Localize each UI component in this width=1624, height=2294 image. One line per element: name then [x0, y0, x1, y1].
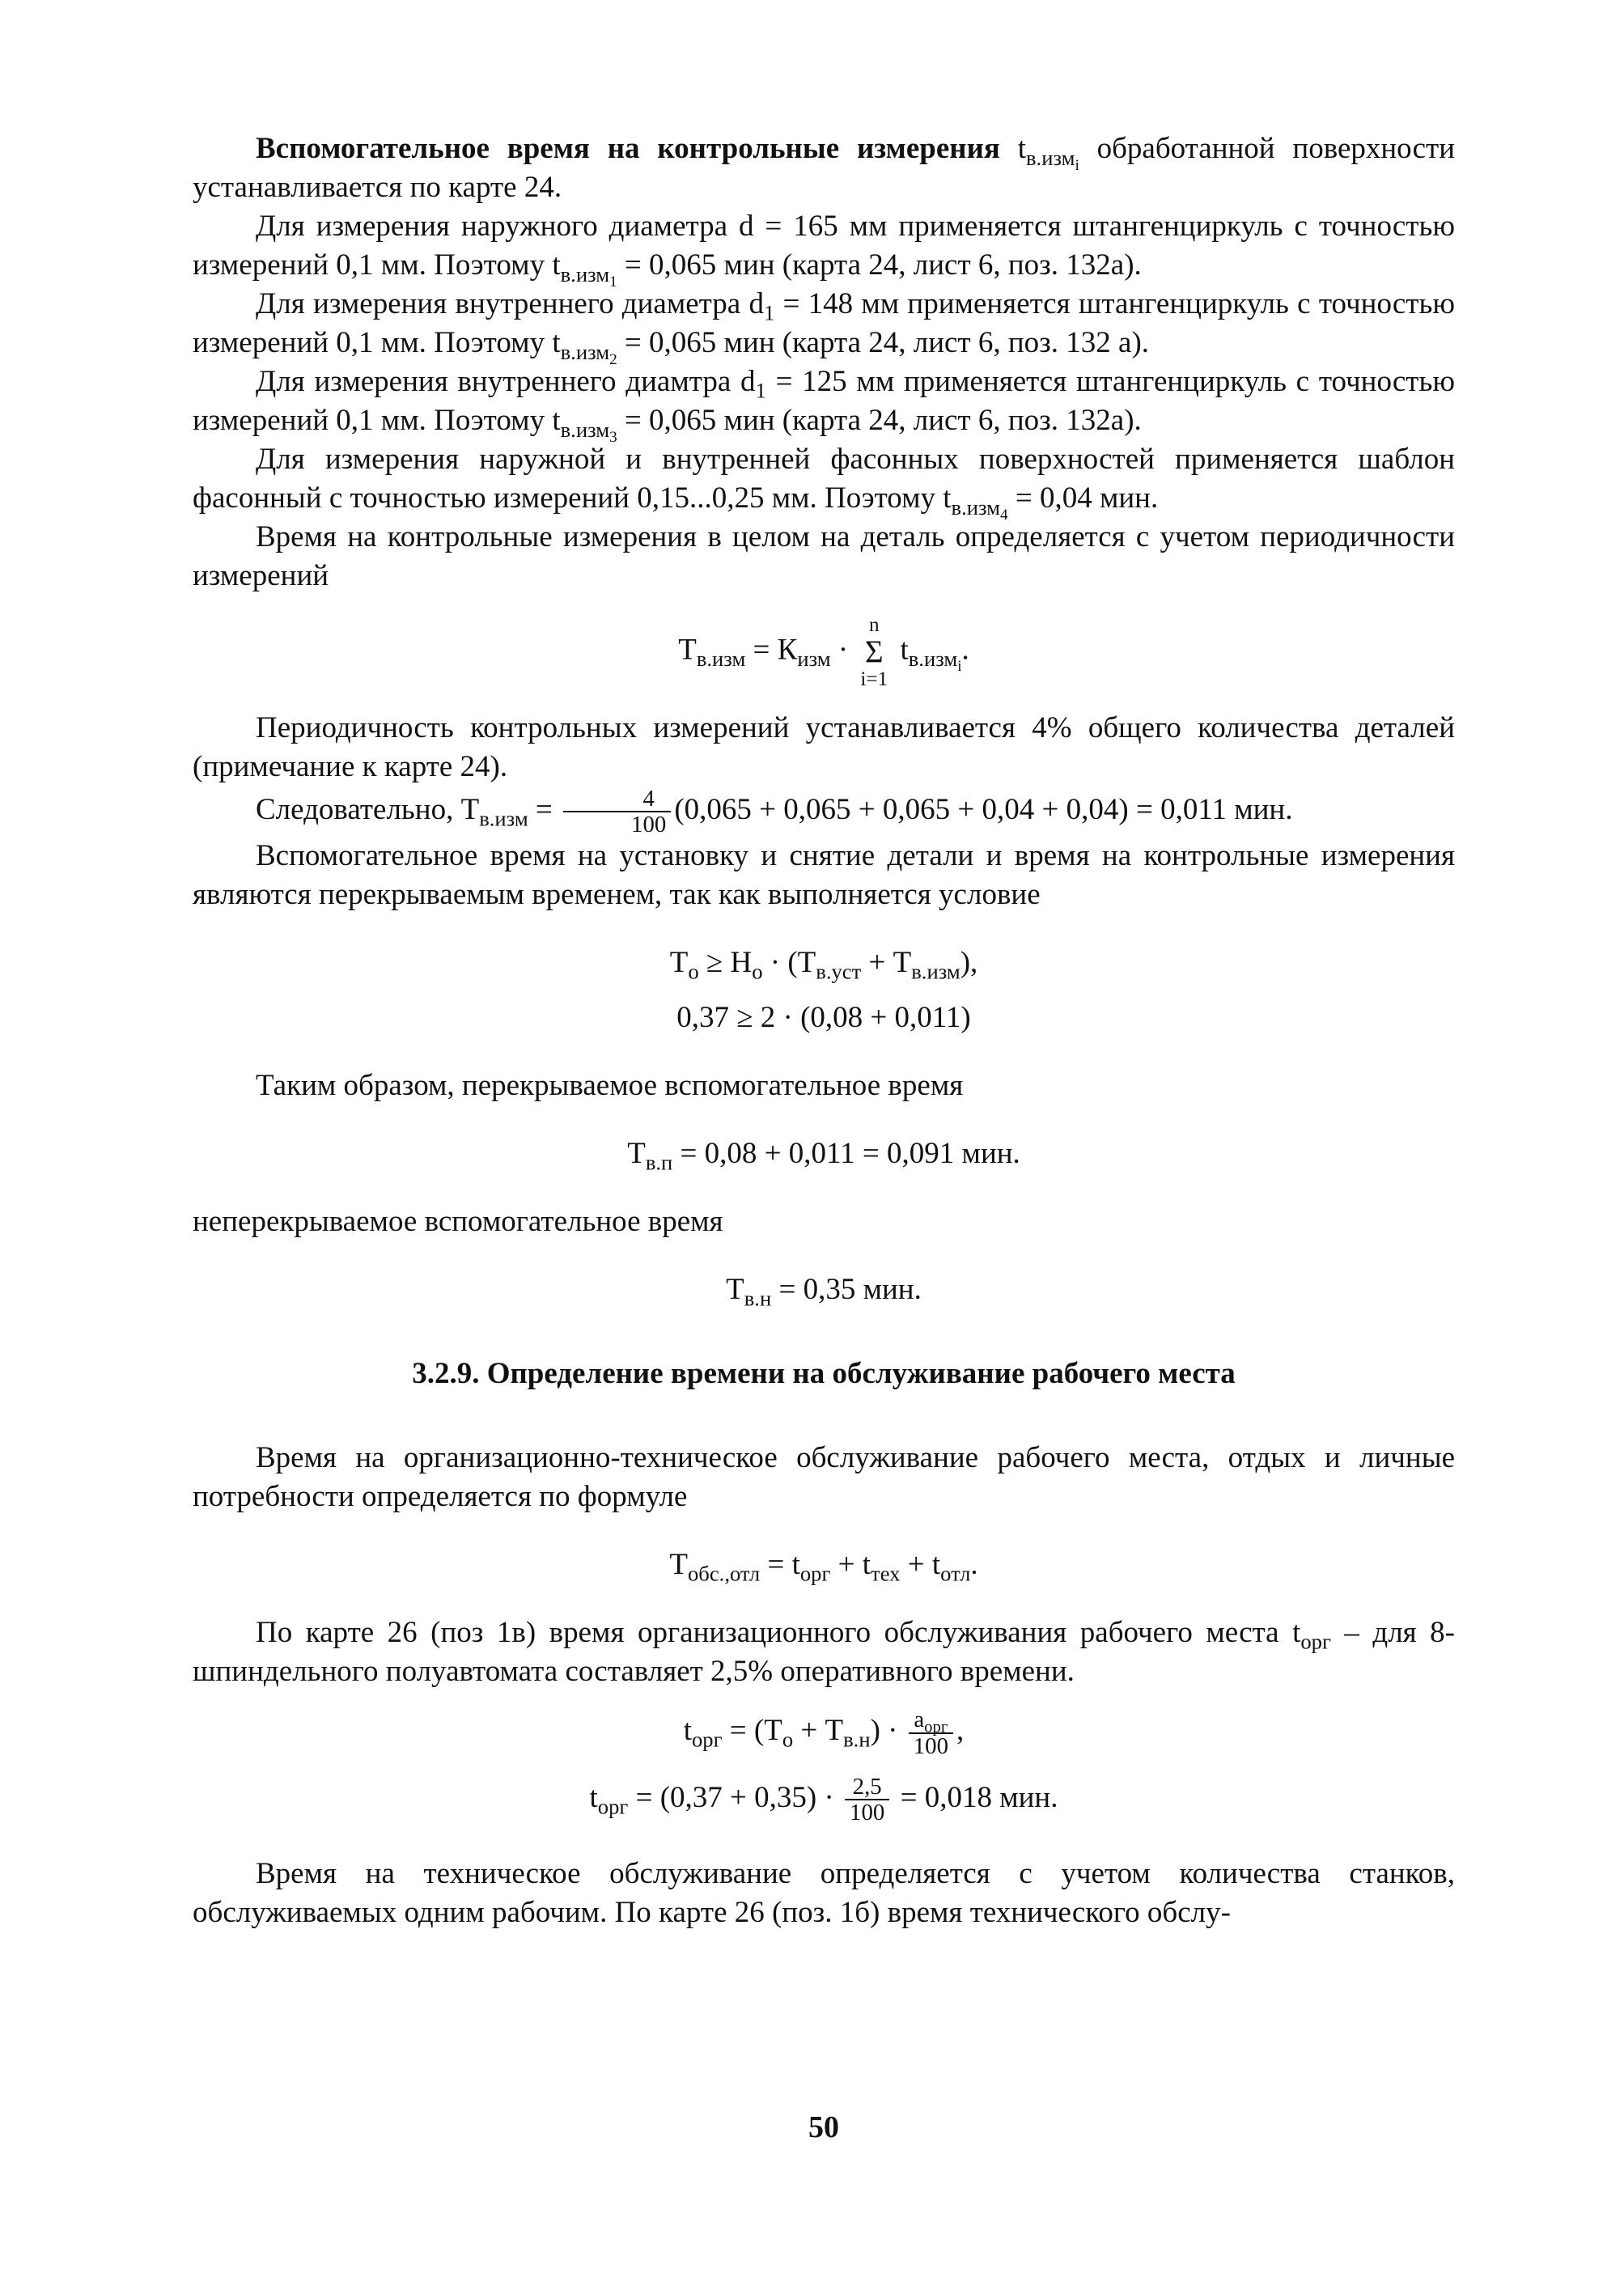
- fraction-denominator: 100: [850, 1800, 885, 1826]
- paragraph-text: = 148 мм применяется штангенциркуль с точностью измерений 0,1 мм. Поэтому: [193, 287, 1455, 359]
- paragraph-technical-service: Время на техническое обслуживание определяется с учетом количества станков, обслуживаемых одним рабочим. По карте 26 (поз. 1б) время технического обслу-: [193, 1856, 1455, 1929]
- subscript: в.изм: [560, 339, 610, 364]
- paragraph-text: Для измерения внутреннего диамтра: [256, 365, 741, 398]
- fraction-numerator: [909, 1707, 953, 1737]
- fraction-numerator: 2,5: [845, 1775, 889, 1800]
- fraction-denominator: 100: [913, 1732, 949, 1759]
- formula-symbol: T: [669, 1548, 688, 1582]
- formula-part: · (T: [762, 946, 816, 980]
- symbol-t: t: [552, 248, 561, 282]
- subscript: орг: [799, 1562, 831, 1586]
- formula-part: = 0,35 мин.: [771, 1273, 922, 1307]
- document-page: [193, 129, 1455, 2233]
- subscript: изм: [797, 646, 831, 671]
- paragraph-text: – для 8-шпиндельного полуавтомата составляет 2,5% оперативного времени.: [193, 1616, 1455, 1689]
- sigma-upper-limit: n: [869, 614, 880, 636]
- sigma-lower-limit: i=1: [860, 668, 888, 690]
- subscript: орг: [597, 1794, 629, 1819]
- subscript-index: 3: [609, 428, 617, 446]
- formula-part: + T: [793, 1714, 844, 1748]
- subscript: в.изм: [479, 806, 528, 831]
- paragraph-control-time: Время на контрольные измерения в целом на деталь определяется с учетом периодичности измерений: [193, 520, 1455, 592]
- symbol-t: t: [552, 404, 561, 437]
- symbol-t: t: [1017, 132, 1026, 165]
- symbol-d: d: [748, 287, 764, 320]
- symbol-t: t: [943, 481, 952, 515]
- formula-symbol: T: [726, 1273, 744, 1307]
- subscript: в.изм: [908, 646, 958, 671]
- formula-part: = К: [745, 633, 798, 667]
- subscript: о: [782, 1727, 794, 1752]
- formula-overlapped-time: [193, 1134, 1455, 1173]
- subscript: обс.,отл: [687, 1562, 761, 1586]
- subscript: в.изм: [560, 261, 610, 286]
- sigma-icon: Σ: [865, 634, 884, 670]
- formula-part: ),: [960, 946, 978, 980]
- formula-symbol: t: [589, 1780, 598, 1814]
- subscript-index: 1: [755, 378, 766, 403]
- formula-total-measurement-time: [193, 612, 1455, 693]
- formula-service-time: [193, 1546, 1455, 1584]
- formula-condition-values: 0,37 ≥ 2 · (0,08 + 0,011): [676, 1001, 971, 1035]
- paragraph-organizational-service: [193, 1613, 1455, 1691]
- formula-part: ·: [830, 633, 856, 667]
- formula-part: (0,065 + 0,065 + 0,065 + 0,04 + 0,04) = 0,011 мин.: [674, 792, 1293, 826]
- subscript: о: [688, 960, 699, 984]
- paragraph-text: Для измерения наружного диаметра d = 165 мм применяется штангенциркуль с точностью измерений 0,1 мм. Поэтому: [193, 210, 1455, 282]
- fraction: [909, 1707, 953, 1758]
- sigma-sum: [860, 612, 888, 693]
- subscript-index: i: [957, 658, 962, 676]
- subscript-index: 1: [609, 273, 617, 290]
- symbol-d: d: [740, 365, 756, 398]
- bold-lead-text: Вспомогательное время на контрольные измерения: [256, 132, 1000, 165]
- formula-part: =: [528, 792, 561, 826]
- paragraph-text: Следовательно,: [256, 792, 461, 826]
- paragraph-text: = 0,065 мин (карта 24, лист 6, поз. 132а).: [617, 248, 1142, 282]
- paragraph-outer-diameter: [193, 207, 1455, 290]
- paragraph-inner-diameter-148: [193, 285, 1455, 368]
- section-heading: 3.2.9. Определение времени на обслуживание рабочего места: [412, 1357, 1236, 1391]
- formula-part: ,: [956, 1714, 965, 1748]
- paragraph-periodicity: Периодичность контрольных измерений устанавливается 4% общего количества деталей (примечание к карте 24).: [193, 710, 1455, 783]
- formula-part: + T: [861, 946, 912, 980]
- paragraph-non-overlapped-time: неперекрываемое вспомогательное время: [193, 1205, 723, 1239]
- fraction-denominator: 100: [631, 812, 667, 838]
- paragraph-text: = 0,065 мин (карта 24, лист 6, поз. 132 а).: [617, 326, 1150, 359]
- page-number: 50: [808, 2110, 839, 2144]
- paragraph-text: = 125 мм применяется штангенциркуль с точностью измерений 0,1 мм. Поэтому: [193, 365, 1455, 437]
- paragraph-text: Для измерения внутреннего диаметра: [256, 287, 749, 320]
- formula-part: ) ·: [870, 1714, 905, 1748]
- paragraph-inner-diameter-125: [193, 363, 1455, 446]
- formula-part: = 0,018 мин.: [893, 1780, 1058, 1814]
- subscript: в.уст: [816, 960, 862, 984]
- paragraph-text: = 0,065 мин (карта 24, лист 6, поз. 132а).: [617, 404, 1142, 437]
- formula-part: = (0,37 + 0,35) ·: [628, 1780, 842, 1814]
- subscript: о: [752, 960, 763, 984]
- subscript: орг: [1300, 1630, 1331, 1654]
- formula-non-overlapped-time: [193, 1270, 1455, 1309]
- fraction: [563, 787, 671, 837]
- subscript: орг: [691, 1727, 723, 1752]
- paragraph-text: Для измерения наружной и внутренней фасонных поверхностей применяется шаблон фасонный с точностью измерений 0,15...0,25 мм. Поэтому: [193, 443, 1455, 515]
- formula-symbol: T: [678, 633, 697, 667]
- formula-symbol: t: [893, 633, 909, 667]
- subscript-index: 1: [763, 300, 775, 325]
- paragraph-shaped-surfaces: [193, 440, 1455, 524]
- formula-org-time-values: [193, 1775, 1455, 1825]
- paragraph-service-time-intro: Время на организационно-техническое обслуживание рабочего места, отдых и личные потребности определяется по формуле: [193, 1441, 1455, 1514]
- symbol-t: t: [552, 326, 561, 359]
- subscript-index: 2: [609, 350, 617, 368]
- formula-part: .: [970, 1548, 978, 1582]
- paragraph-text: По карте 26 (поз 1в) время организационного обслуживания рабочего места: [256, 1616, 1293, 1650]
- subscript: в.изм: [911, 960, 960, 984]
- paragraph-auxiliary-time-intro: [193, 129, 1455, 207]
- paragraph-overlap-condition: Вспомогательное время на установку и снятие детали и время на контрольные измерения являются перекрываемым временем, так как выполняется условие: [193, 839, 1455, 912]
- subscript: в.н: [843, 1727, 871, 1752]
- fraction-numerator-symbol: a: [914, 1707, 925, 1733]
- formula-org-time: [193, 1707, 1455, 1758]
- formula-part: + t: [830, 1548, 871, 1582]
- subscript: в.п: [645, 1151, 673, 1175]
- formula-part: ≥ H: [698, 946, 753, 980]
- paragraph-text: обработанной поверхности устанавливается по карте 24.: [193, 132, 1455, 204]
- subscript: в.изм: [1025, 145, 1075, 170]
- subscript: отл: [940, 1562, 971, 1586]
- fraction: [845, 1775, 889, 1825]
- symbol-t: t: [1292, 1616, 1301, 1650]
- formula-part: .: [961, 633, 969, 667]
- formula-part: = (T: [722, 1714, 782, 1748]
- subscript-index: 4: [1000, 506, 1008, 524]
- formula-part: + t: [900, 1548, 941, 1582]
- subscript: орг: [924, 1718, 948, 1737]
- formula-symbol: T: [460, 792, 480, 826]
- subscript: в.н: [744, 1287, 772, 1311]
- formula-symbol: T: [669, 946, 689, 980]
- subscript: в.изм: [696, 646, 746, 671]
- paragraph-therefore: [193, 787, 1455, 837]
- paragraph-text: = 0,04 мин.: [1007, 481, 1159, 515]
- formula-symbol: T: [627, 1137, 646, 1171]
- formula-condition: [193, 943, 1455, 982]
- paragraph-overlapped-time: Таким образом, перекрываемое вспомогательное время: [256, 1069, 964, 1103]
- subscript: в.изм: [951, 494, 1000, 519]
- subscript: в.изм: [560, 417, 610, 442]
- subscript-index: i: [1075, 156, 1079, 174]
- subscript: тех: [871, 1562, 901, 1586]
- formula-part: = t: [760, 1548, 800, 1582]
- fraction-numerator: 4: [563, 787, 671, 812]
- formula-part: = 0,08 + 0,011 = 0,091 мин.: [672, 1137, 1020, 1171]
- formula-symbol: t: [683, 1714, 692, 1748]
